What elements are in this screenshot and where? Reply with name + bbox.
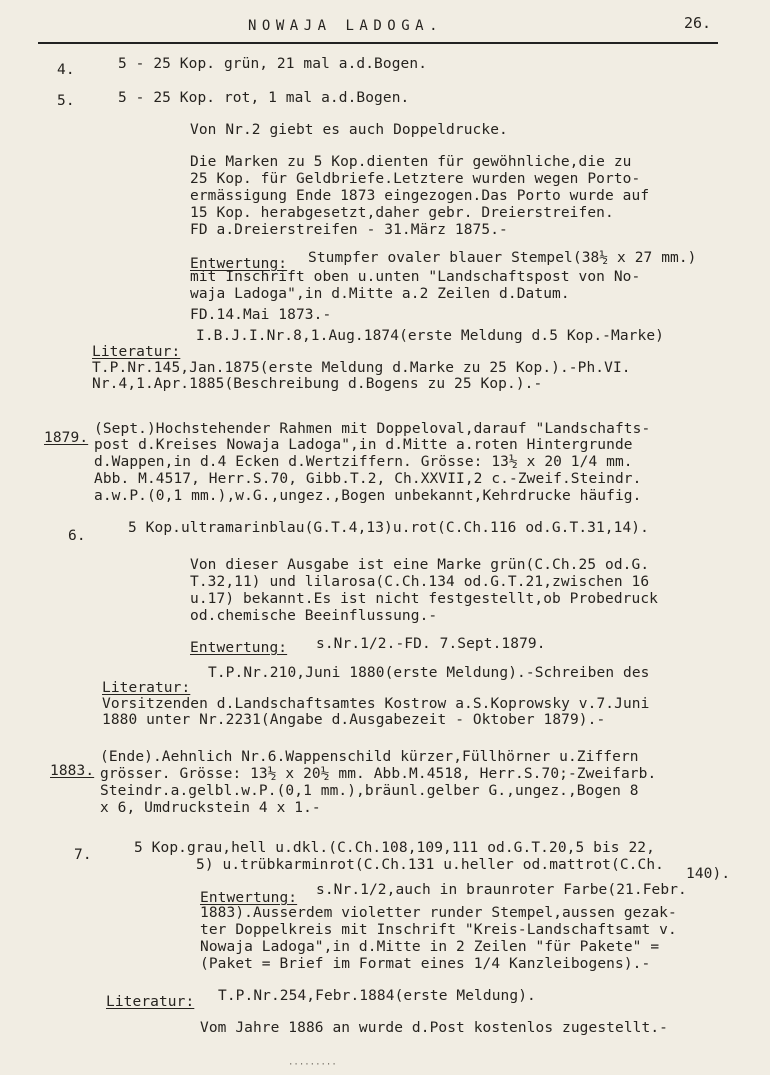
paragraph-line: mit Inschrift oben u.unten "Landschaftspost von No- [190, 269, 641, 285]
paragraph-line: ter Doppelkreis mit Inschrift "Kreis-Landschaftsamt v. [200, 922, 677, 938]
paragraph-line: (Ende).Aehnlich Nr.6.Wappenschild kürzer,Füllhörner u.Ziffern [100, 749, 639, 765]
item-7-description: 5 Kop.grau,hell u.dkl.(C.Ch.108,109,111 od.G.T.20,5 bis 22, [134, 840, 655, 856]
item-6-description: 5 Kop.ultramarinblau(G.T.4,13)u.rot(C.Ch.116 od.G.T.31,14). [128, 520, 649, 536]
paragraph-line: 140). [686, 866, 731, 882]
paragraph-line: Steindr.a.gelbl.w.P.(0,1 mm.),bräunl.gelber G.,ungez.,Bogen 8 [100, 783, 639, 799]
paragraph-line: Von Nr.2 giebt es auch Doppeldrucke. [190, 122, 508, 138]
item-number-5: 5. [57, 93, 75, 109]
paragraph-line: 5) u.trübkarminrot(C.Ch.131 u.heller od.mattrot(C.Ch. [196, 857, 664, 873]
paragraph-line: T.P.Nr.210,Juni 1880(erste Meldung).-Schreiben des [208, 665, 650, 681]
item-number-7: 7. [74, 847, 92, 863]
paragraph-line: grösser. Grösse: 13½ x 20½ mm. Abb.M.4518, Herr.S.70;-Zweifarb. [100, 766, 657, 782]
section-heading-entwertung: Entwertung: [200, 890, 298, 906]
paragraph-line: od.chemische Beeinflussung.- [190, 608, 438, 624]
paragraph-line: Nr.4,1.Apr.1885(Beschreibung d.Bogens zu 25 Kop.).- [92, 376, 543, 392]
paragraph-line: FD.14.Mai 1873.- [190, 307, 332, 323]
header-rule [38, 42, 718, 44]
paragraph-line: d.Wappen,in d.4 Ecken d.Wertziffern. Grösse: 13½ x 20 1/4 mm. [94, 454, 633, 470]
paragraph-line: u.17) bekannt.Es ist nicht festgestellt,ob Probedruck [190, 591, 658, 607]
paragraph-line: (Sept.)Hochstehender Rahmen mit Doppeloval,darauf "Landschafts- [94, 421, 651, 437]
paragraph-line: waja Ladoga",in d.Mitte a.2 Zeilen d.Datum. [190, 286, 570, 302]
paragraph-line: (Paket = Brief im Format eines 1/4 Kanzleibogens).- [200, 956, 651, 972]
item-4-description: 5 - 25 Kop. grün, 21 mal a.d.Bogen. [118, 56, 428, 72]
paragraph-line: Die Marken zu 5 Kop.dienten für gewöhnliche,die zu [190, 154, 632, 170]
paragraph-line: s.Nr.1/2.-FD. 7.Sept.1879. [316, 636, 546, 652]
paragraph-line: T.P.Nr.145,Jan.1875(erste Meldung d.Marke zu 25 Kop.).-Ph.VI. [92, 360, 631, 376]
paragraph-line: Vorsitzenden d.Landschaftsamtes Kostrow a.S.Koprowsky v.7.Juni [102, 696, 650, 712]
item-number-4: 4. [57, 62, 75, 78]
paragraph-line: Nowaja Ladoga",in d.Mitte in 2 Zeilen "für Pakete" = [200, 939, 660, 955]
issue-year-1879: 1879. [44, 430, 89, 446]
paragraph-line: Vom Jahre 1886 an wurde d.Post kostenlos zugestellt.- [200, 1020, 668, 1036]
paragraph-line: 1880 unter Nr.2231(Angabe d.Ausgabezeit - Oktober 1879).- [102, 712, 606, 728]
paragraph-line: T.32,11) und lilarosa(C.Ch.134 od.G.T.21,zwischen 16 [190, 574, 650, 590]
paragraph-line: I.B.J.I.Nr.8,1.Aug.1874(erste Meldung d.5 Kop.-Marke) [196, 328, 664, 344]
section-heading-entwertung: Entwertung: [190, 640, 288, 656]
paragraph-line: a.w.P.(0,1 mm.),w.G.,ungez.,Bogen unbekannt,Kehrdrucke häufig. [94, 488, 642, 504]
bottom-mark: ········· [288, 1060, 337, 1070]
item-number-6: 6. [68, 528, 86, 544]
paragraph-line: s.Nr.1/2,auch in braunroter Farbe(21.Febr. [316, 882, 687, 898]
paragraph-line: ermässigung Ende 1873 eingezogen.Das Porto wurde auf [190, 188, 650, 204]
paragraph-line: 25 Kop. für Geldbriefe.Letztere wurden wegen Porto- [190, 171, 641, 187]
section-heading-entwertung: Entwertung: [190, 256, 288, 272]
paragraph-line: 1883).Ausserdem violetter runder Stempel,aussen gezak- [200, 905, 677, 921]
paragraph-line: post d.Kreises Nowaja Ladoga",in d.Mitte a.roten Hintergrunde [94, 437, 633, 453]
paragraph-line: 15 Kop. herabgesetzt,daher gebr. Dreierstreifen. [190, 205, 614, 221]
issue-year-1883: 1883. [50, 763, 95, 779]
paragraph-line: x 6, Umdruckstein 4 x 1.- [100, 800, 321, 816]
item-5-description: 5 - 25 Kop. rot, 1 mal a.d.Bogen. [118, 90, 410, 106]
paragraph-line: FD a.Dreierstreifen - 31.März 1875.- [190, 222, 508, 238]
page-title: NOWAJA LADOGA. [248, 18, 444, 34]
section-heading-literatur: Literatur: [102, 680, 191, 696]
section-heading-literatur: Literatur: [92, 344, 181, 360]
paragraph-line: T.P.Nr.254,Febr.1884(erste Meldung). [218, 988, 536, 1004]
paragraph-line: Von dieser Ausgabe ist eine Marke grün(C.Ch.25 od.G. [190, 557, 650, 573]
page-number: 26. [684, 14, 712, 32]
section-heading-literatur: Literatur: [106, 994, 195, 1010]
paragraph-line: Stumpfer ovaler blauer Stempel(38½ x 27 mm.) [308, 250, 697, 266]
paragraph-line: Abb. M.4517, Herr.S.70, Gibb.T.2, Ch.XXVII,2 c.-Zweif.Steindr. [94, 471, 642, 487]
